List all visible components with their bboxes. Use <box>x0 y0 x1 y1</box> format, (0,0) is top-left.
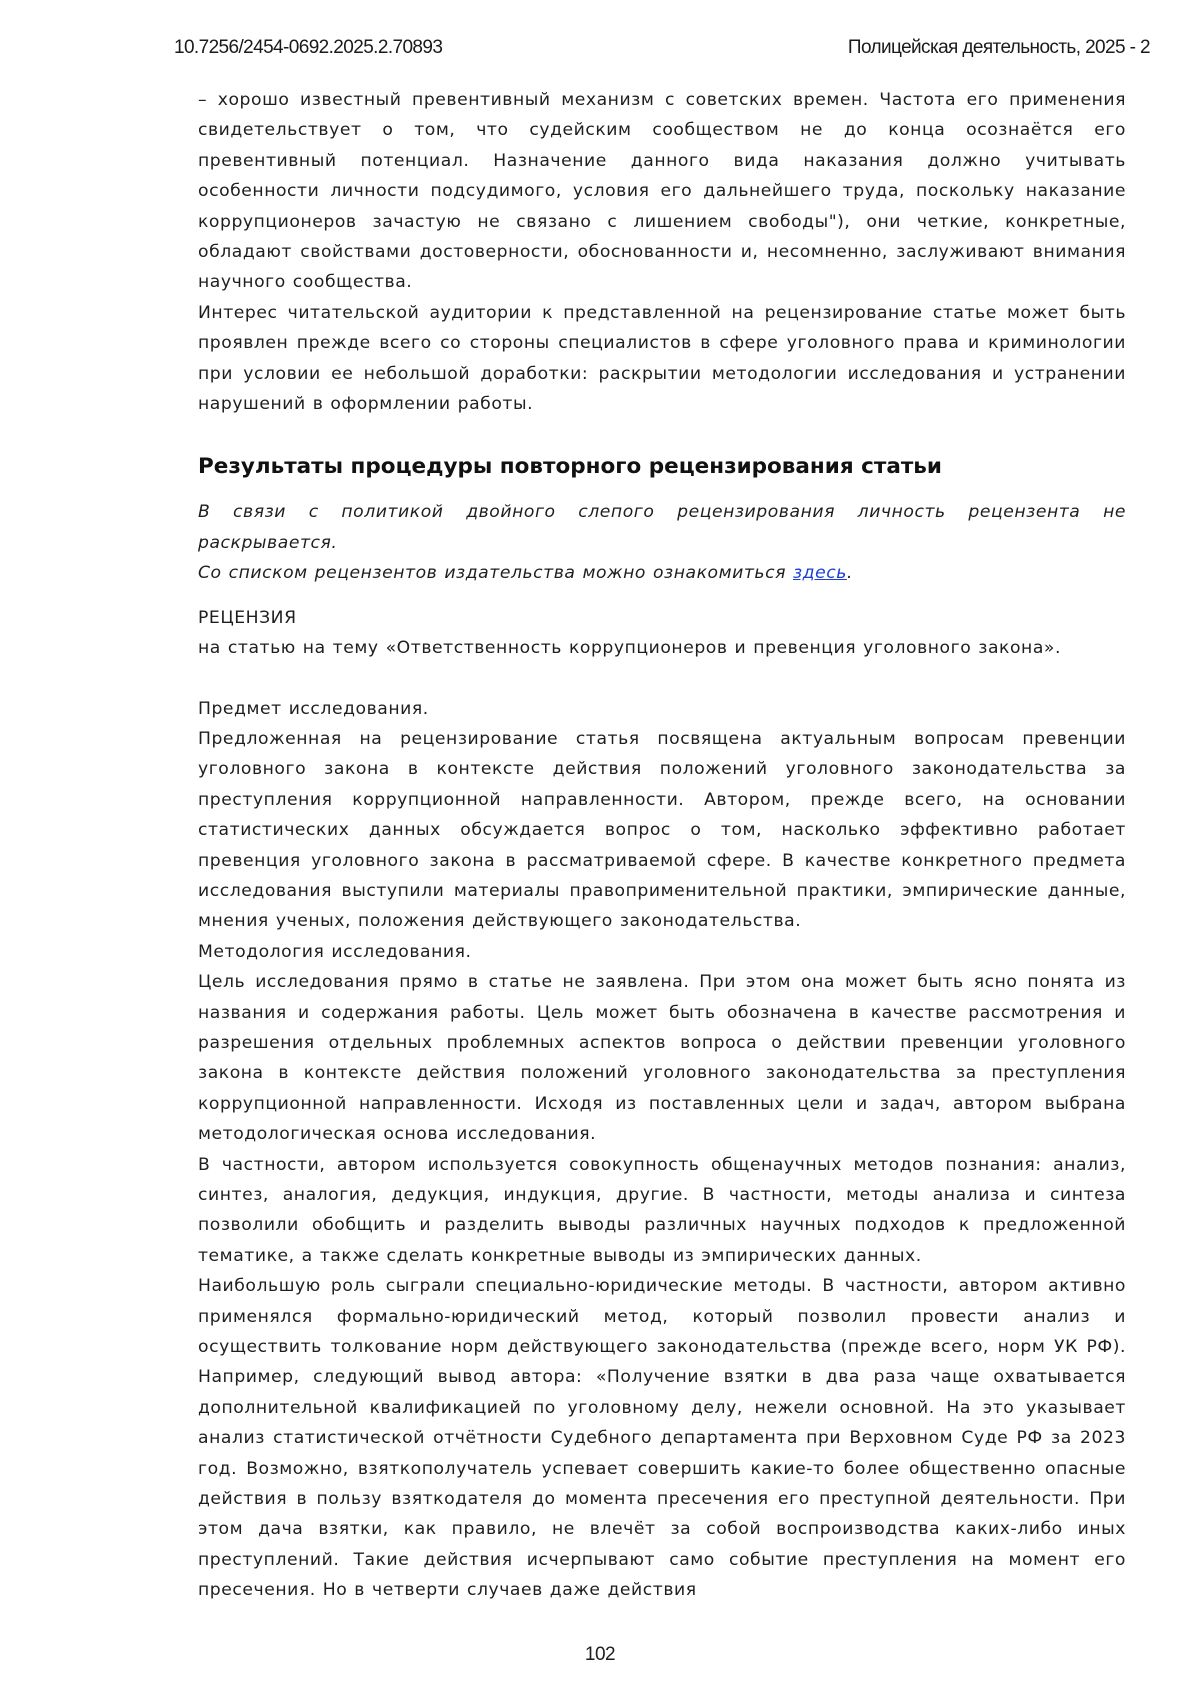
article-doi: 10.7256/2454-0692.2025.2.70893 <box>174 37 443 58</box>
page-content <box>198 85 1126 1606</box>
blind-review-notice: В связи с политикой двойного слепого рецензирования личность рецензента не раскрывается. <box>198 502 1126 553</box>
reviewers-notice-prefix: Со списком рецензентов издательства можно ознакомиться <box>198 563 793 584</box>
page-number: 102 <box>584 1644 616 1665</box>
spacer <box>198 589 1126 603</box>
reviewers-list-notice <box>198 558 1126 588</box>
subject-text: Предложенная на рецензирование статья посвящена актуальным вопросам превенции уголовного закона в контексте действия положений уголовного законодательства за преступления коррупционной направленности. Автором, прежде всего, на основании статистических данных обсуждается вопрос о том, насколько эффективно работает превенция уголовного закона в рассматриваемой сфере. В качестве конкретного предмета исследования выступили материалы правоприменительной практики, эмпирические данные, мнения ученых, положения действующего законодательства. <box>198 728 1126 932</box>
review-subtitle: на статью на тему «Ответственность коррупционеров и превенция уголовного закона». <box>198 638 1061 659</box>
spacer <box>198 664 1126 694</box>
section-heading: Результаты процедуры повторного рецензирования статьи <box>198 454 942 480</box>
paragraph-audience-interest: Интерес читательской аудитории к представленной на рецензирование статье может быть проявлен прежде всего со стороны специалистов в сфере уголовного права и криминологии при условии ее небольшой доработки: раскрытии методологии исследования и устранении нарушений в оформлении работы. <box>198 302 1126 415</box>
paragraph-continuation: – хорошо известный превентивный механизм с советских времен. Частота его применения свидетельствует о том, что судейским сообществом не до конца осознаётся его превентивный потенциал. Назначение данного вида наказания должно учитывать особенности личности подсудимого, условия его дальнейшего труда, поскольку наказание коррупционеров зачастую не связано с лишением свободы"), они четкие, конкретные, обладают свойствами достоверности, обоснованности и, несомненно, заслуживают внимания научного сообщества. <box>198 90 1126 293</box>
review-title: РЕЦЕНЗИЯ <box>198 607 297 628</box>
reviewers-notice-suffix: . <box>846 563 853 584</box>
methodology-paragraph-1: Цель исследования прямо в статье не заявлена. При этом она может быть ясно понята из названия и содержания работы. Цель может быть обозначена в качестве рассмотрения и разрешения отдельных проблемных аспектов вопроса о действии превенции уголовного закона в контексте действия положений уголовного законодательства за преступления коррупционной направленности. Исходя из поставленных цели и задач, автором выбрана методологическая основа исследования. <box>198 972 1126 1145</box>
methodology-paragraph-2: В частности, автором используется совокупность общенаучных методов познания: анализ, синтез, аналогия, дедукция, индукция, другие. В частности, методы анализа и синтеза позволили обобщить и разделить выводы различных научных подходов к предложенной тематике, а также сделать конкретные выводы из эмпирических данных. <box>198 1154 1126 1266</box>
methodology-heading: Методология исследования. <box>198 941 472 962</box>
journal-issue: Полицейская деятельность, 2025 - 2 <box>847 37 1150 58</box>
subject-heading: Предмет исследования. <box>198 698 429 719</box>
reviewers-list-link[interactable]: здесь <box>792 563 847 584</box>
methodology-paragraph-3: Наибольшую роль сыграли специально-юридические методы. В частности, автором активно применялся формально-юридический метод, который позволил провести анализ и осуществить толкование норм действующего законодательства (прежде всего, норм УК РФ). Например, следующий вывод автора: «Получение взятки в два раза чаще охватывается дополнительной квалификацией по уголовному делу, нежели основной. На это указывает анализ статистической отчётности Судебного департамента при Верховном Суде РФ за 2023 год. Возможно, взяткополучатель успевает совершить какие-то более общественно опасные действия в пользу взяткодателя до момента пресечения его преступной деятельности. При этом дача взятки, как правило, не влечёт за собой воспроизводства каких-либо иных преступлений. Такие действия исчерпывают само событие преступления на момент его пресечения. Но в четверти случаев даже действия <box>198 1276 1126 1601</box>
